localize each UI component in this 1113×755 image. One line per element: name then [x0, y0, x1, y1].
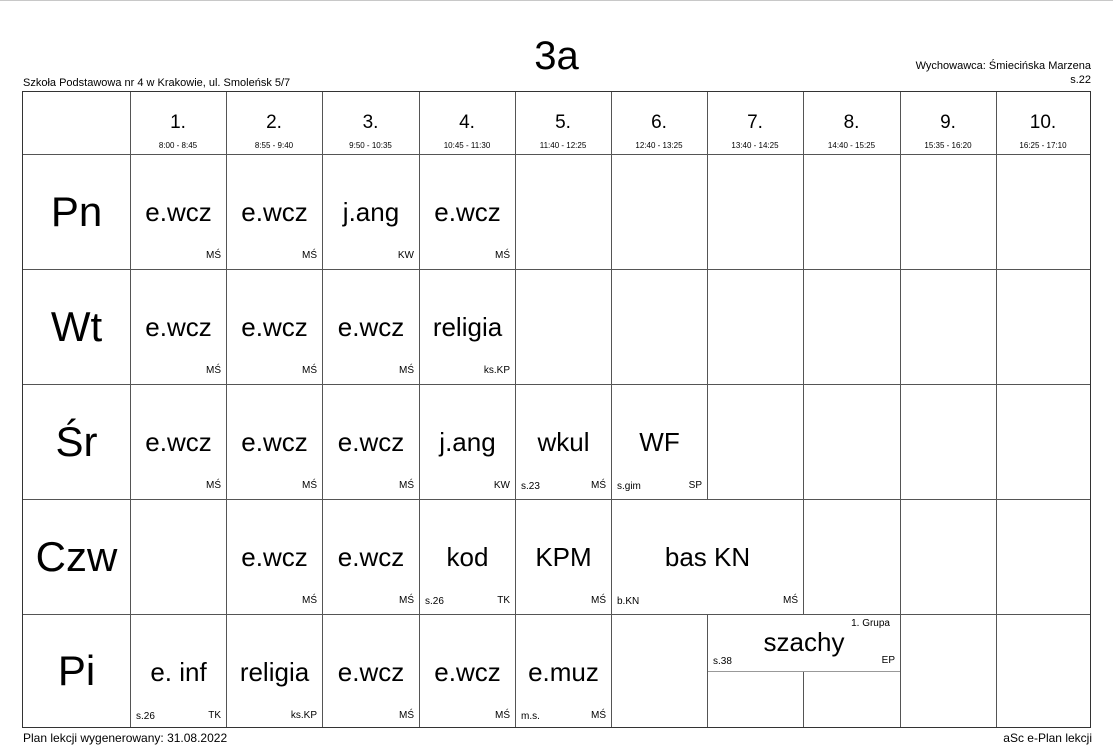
period-number: 3. — [362, 112, 379, 133]
lesson-subject: e.wcz — [241, 427, 308, 457]
day-label: Czw — [35, 533, 118, 580]
period-number: 7. — [747, 112, 763, 133]
period-number: 10. — [1029, 112, 1057, 133]
lesson-cell[interactable] — [323, 155, 419, 269]
school-name: Szkoła Podstawowa nr 4 w Krakowie, ul. Smoleńsk 5/7 — [23, 77, 291, 89]
class-title: 3a — [534, 34, 579, 78]
day-label: Pi — [57, 647, 96, 694]
lesson-cell[interactable] — [516, 615, 611, 727]
lesson-teacher: KW — [493, 480, 510, 491]
period-time: 15:35 - 16:20 — [924, 141, 972, 150]
period-number: 6. — [651, 112, 667, 133]
lesson-subject: wkul — [537, 427, 590, 457]
lesson-subject: e.wcz — [337, 312, 405, 342]
lesson-room: b.KN — [617, 596, 640, 607]
lesson-cell[interactable] — [420, 385, 515, 499]
lesson-subject: szachy — [763, 627, 845, 657]
lesson-cell[interactable] — [612, 500, 803, 614]
lesson-teacher: MŚ — [591, 710, 606, 721]
lesson-subject: e.wcz — [241, 312, 308, 342]
lesson-subject: e.wcz — [241, 197, 308, 227]
lesson-cell[interactable] — [227, 385, 322, 499]
lesson-subject: WF — [639, 427, 680, 457]
lesson-subject: e.wcz — [145, 197, 212, 227]
grid-line-vertical — [900, 92, 901, 727]
period-time: 8:55 - 9:40 — [254, 141, 294, 150]
lesson-cell[interactable] — [323, 615, 419, 727]
tutor-block — [916, 59, 1091, 87]
period-time: 9:50 - 10:35 — [349, 141, 392, 150]
lesson-group: 1. Grupa — [851, 618, 890, 629]
lesson-subject: j.ang — [342, 197, 400, 227]
period-header — [900, 92, 996, 154]
lesson-cell[interactable] — [227, 155, 322, 269]
generated-date: Plan lekcji wygenerowany: 31.08.2022 — [23, 731, 228, 745]
lesson-cell[interactable] — [420, 615, 515, 727]
home-room: s.22 — [1070, 74, 1091, 86]
period-time: 13:40 - 14:25 — [731, 141, 779, 150]
lesson-teacher: TK — [497, 595, 510, 606]
lesson-cell[interactable] — [323, 385, 419, 499]
lesson-room: s.38 — [713, 656, 732, 667]
lesson-teacher: MŚ — [302, 365, 317, 376]
period-time: 8:00 - 8:45 — [158, 141, 198, 150]
lesson-teacher: MŚ — [399, 595, 414, 606]
lesson-subject: e.wcz — [434, 657, 501, 687]
lesson-teacher: MŚ — [302, 595, 317, 606]
lesson-subject: e.wcz — [337, 657, 405, 687]
grid-line-vertical — [996, 92, 997, 727]
lesson-teacher: MŚ — [206, 480, 221, 491]
period-time: 12:40 - 13:25 — [635, 141, 683, 150]
lesson-teacher: MŚ — [399, 365, 414, 376]
lesson-subject: religia — [239, 657, 310, 687]
lesson-cell[interactable] — [612, 385, 707, 499]
lesson-room: m.s. — [521, 711, 540, 722]
lesson-cell[interactable] — [227, 270, 322, 384]
lesson-cell[interactable] — [227, 615, 322, 727]
lesson-cell[interactable] — [420, 270, 515, 384]
period-header — [996, 92, 1090, 154]
period-number: 8. — [843, 112, 860, 133]
lesson-cell[interactable] — [131, 155, 226, 269]
lesson-subject: j.ang — [439, 427, 496, 457]
lesson-teacher: TK — [208, 710, 221, 721]
lesson-subject: e.wcz — [145, 312, 212, 342]
lesson-cell[interactable] — [516, 500, 611, 614]
lesson-cell[interactable] — [131, 270, 226, 384]
lesson-teacher: MŚ — [302, 250, 317, 261]
lesson-teacher: ks.KP — [290, 710, 317, 721]
period-number: 5. — [555, 112, 571, 133]
lesson-teacher: MŚ — [495, 710, 510, 721]
app-credit: aSc e-Plan lekcji — [1003, 731, 1092, 745]
period-time: 10:45 - 11:30 — [443, 141, 491, 150]
lesson-teacher: ks.KP — [483, 365, 510, 376]
top-rule — [0, 0, 1113, 1]
lesson-subject: e. inf — [150, 657, 207, 687]
period-header — [322, 92, 419, 154]
lesson-subject: bas KN — [664, 542, 751, 572]
day-label: Wt — [50, 303, 103, 350]
period-header — [803, 92, 900, 154]
tutor-name: Wychowawca: Śmiecińska Marzena — [915, 60, 1091, 72]
period-header — [419, 92, 515, 154]
period-number: 4. — [459, 112, 475, 133]
lesson-teacher: KW — [397, 250, 414, 261]
lesson-teacher: MŚ — [591, 480, 606, 491]
lesson-cell[interactable] — [323, 500, 419, 614]
period-time: 11:40 - 12:25 — [539, 141, 587, 150]
lesson-teacher: MŚ — [783, 595, 798, 606]
lesson-subject: religia — [432, 312, 503, 342]
lesson-cell[interactable] — [516, 385, 611, 499]
period-header — [707, 92, 803, 154]
period-header — [611, 92, 707, 154]
lesson-subject: e.wcz — [337, 427, 405, 457]
period-number: 1. — [170, 112, 186, 133]
period-number: 2. — [266, 112, 282, 133]
lesson-subject: e.wcz — [241, 542, 308, 572]
lesson-cell[interactable] — [131, 385, 226, 499]
timetable-grid — [22, 91, 1091, 728]
lesson-room: s.gim — [617, 481, 641, 492]
lesson-cell[interactable] — [420, 155, 515, 269]
lesson-cell[interactable] — [708, 615, 900, 672]
period-header — [515, 92, 611, 154]
lesson-teacher: MŚ — [591, 595, 606, 606]
lesson-cell[interactable] — [420, 500, 515, 614]
lesson-subject: kod — [446, 542, 489, 572]
period-time: 14:40 - 15:25 — [827, 141, 876, 150]
period-number: 9. — [940, 112, 956, 133]
lesson-subject: KPM — [535, 542, 592, 572]
lesson-room: s.23 — [521, 481, 540, 492]
lesson-room: s.26 — [136, 711, 155, 722]
period-header — [226, 92, 322, 154]
lesson-teacher: SP — [688, 480, 702, 491]
lesson-teacher: EP — [881, 655, 895, 666]
lesson-teacher: MŚ — [495, 250, 510, 261]
lesson-teacher: MŚ — [399, 710, 414, 721]
lesson-subject: e.muz — [528, 657, 599, 687]
period-time: 16:25 - 17:10 — [1019, 141, 1067, 150]
lesson-room: s.26 — [425, 596, 444, 607]
lesson-teacher: MŚ — [302, 480, 317, 491]
lesson-teacher: MŚ — [206, 250, 221, 261]
lesson-cell[interactable] — [131, 615, 226, 727]
lesson-subject: e.wcz — [337, 542, 405, 572]
lesson-subject: e.wcz — [434, 197, 501, 227]
day-label: Pn — [50, 188, 103, 235]
period-header — [130, 92, 226, 154]
lesson-subject: e.wcz — [145, 427, 212, 457]
day-label: Śr — [55, 418, 98, 465]
lesson-cell[interactable] — [323, 270, 419, 384]
lesson-cell[interactable] — [227, 500, 322, 614]
lesson-teacher: MŚ — [399, 480, 414, 491]
lesson-teacher: MŚ — [206, 365, 221, 376]
